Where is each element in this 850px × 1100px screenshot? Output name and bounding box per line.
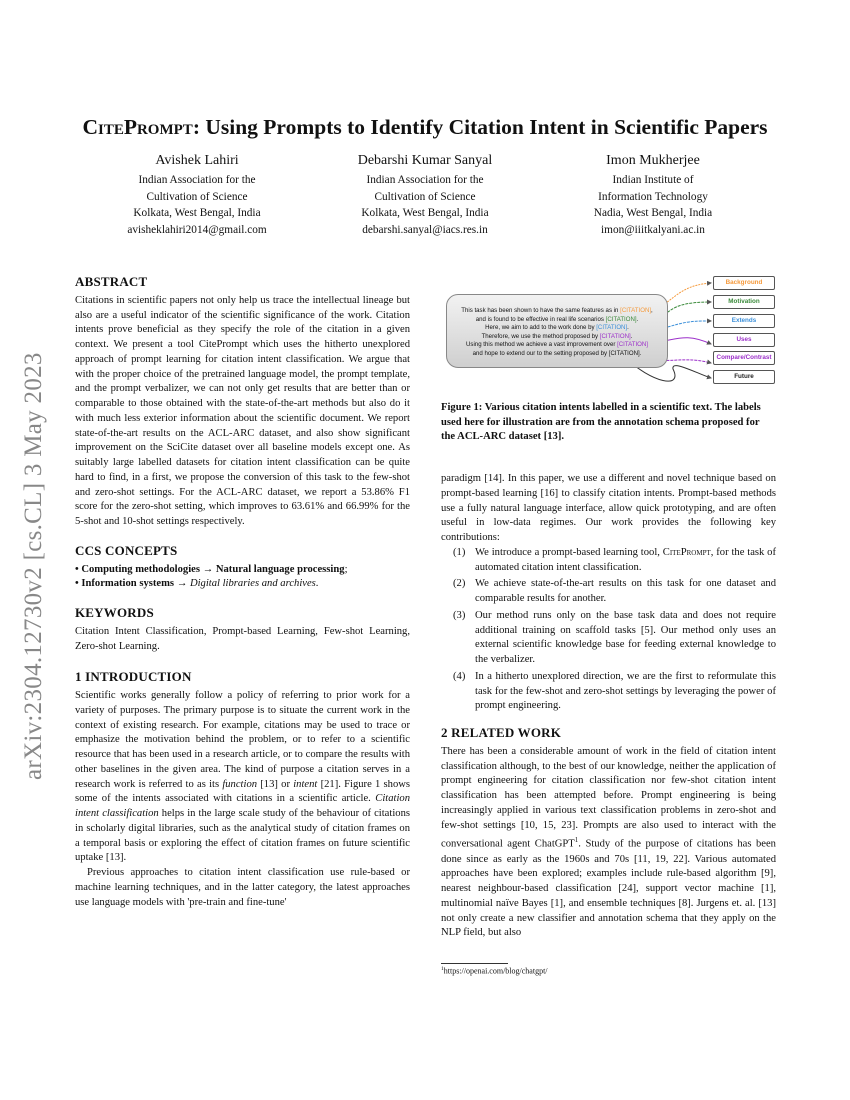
footnote-rule (441, 963, 508, 964)
punct: . (315, 578, 319, 590)
citation-tag: [CITATION] (596, 324, 628, 331)
text: . Study of the purpose of citations has been done since as early as the 1960s and 70s [11, 19, 22]. Various automated approaches have been explored; examples include rule-based algorithm [9], nearest neighbour-based classification [24], support vector machine [1], multinomial naïve Bayes [1], and ensemble techniques [8]. Jurgens et. al. [13] not only create a new classifier and annotation schema that they apply on the NLP field, but also (441, 838, 776, 939)
paper-title (60, 113, 790, 141)
author-affiliation: Cultivation of Science (374, 190, 476, 203)
footnote (441, 966, 776, 976)
label-extends: Extends (713, 314, 775, 328)
sentence: Therefore, we use the method proposed by [CITATION]. (481, 332, 633, 340)
citation-tag: [CITATION] (620, 307, 652, 314)
tool-name: CitePrompt (662, 546, 711, 558)
author-name: Debarshi Kumar Sanyal (357, 153, 493, 168)
list-item (441, 670, 776, 714)
author-email: imon@iiitkalyani.ac.in (601, 223, 705, 236)
list-item (441, 609, 776, 668)
label-uses: Uses (713, 333, 775, 347)
text: function (222, 778, 258, 790)
text: We introduce a prompt-based learning tool, (475, 546, 663, 558)
citation-tag: [CITATION] (617, 341, 648, 348)
citation-tag: [CITATION] (599, 332, 631, 340)
intro-paragraph-2: Previous approaches to citation intent classification use rule-based or machine learning techniques, and in the latter category, the latest approaches use language models with 'pre-train and fine-tune' (75, 867, 410, 908)
related-work-paragraph (441, 745, 776, 941)
keywords-text: Citation Intent Classification, Prompt-based Learning, Few-shot Learning, Zero-shot Learning. (75, 625, 410, 652)
text: helps in the large scale study of the behaviour of citations in scholarly digital libraries, such as the analytical study of citation frames on a temporal basis or exploring the effect of citation frames on future scientific uptake [13]. (75, 808, 410, 864)
ccs-line-2 (75, 577, 410, 592)
author-email: debarshi.sanyal@iacs.res.in (362, 223, 488, 236)
text: [21]. Figure 1 shows some of the intents associated with citations in a scientific article. (75, 778, 411, 805)
footnote-url[interactable]: https://openai.com/blog/chatgpt/ (443, 966, 548, 976)
text: Therefore, we use the method proposed by (481, 332, 600, 340)
ccs-concept: • Information systems (75, 578, 175, 590)
footnote-marker: 1 (574, 836, 579, 845)
author-email: avisheklahiri2014@gmail.com (127, 223, 267, 236)
ccs-concept: • Computing methodologies → Natural language processing (75, 563, 345, 575)
author-location: Kolkata, West Bengal, India (361, 207, 489, 219)
item-number: (1) (453, 546, 466, 558)
introduction-heading: 1 INTRODUCTION (75, 669, 192, 685)
author-location: Kolkata, West Bengal, India (133, 207, 261, 219)
citation-tag: [CITATION] (605, 315, 637, 323)
text: Here, we aim to add to the work done by (485, 324, 597, 331)
punct: ; (344, 563, 348, 575)
label-compare-contrast: Compare/Contrast (713, 351, 775, 365)
text: There has been a considerable amount of work in the field of citation intent classification although, to the best of our knowledge, neither the application of prompt engineering for citation classification nor few-shot citation intent classification has been attempted before. Prompt engineering is being increasingly applied in various text classification problems in zero-shot and few-shot settings [10, 15, 23]. Prompts are also used to interact with the conversational agent ChatGPT (441, 745, 776, 850)
author-affiliation: Information Technology (598, 190, 708, 203)
sentence: Here, we aim to add to the work done by [CITATION]. (485, 324, 629, 331)
abstract-text: Citations in scientific papers not only help us trace the intellectual lineage but also are a useful indicator of the scientific significance of the work. Citation intents prove beneficial as they specify the role of the citation in a given context. We present a tool CitePrompt which uses the hitherto unexplored approach of prompt learning for citation intent classification. We argue that with the proper choice of the pretrained language model, the prompt template, and the prompt verbalizer, we can not only get results that are better than or comparable to those obtained with the state-of-the-art methods but also do it with much less exterior information about the scientific document. We report state-of-the-art results on the ACL-ARC dataset, and also show significant improvement on the SciCite dataset over all baseline models except one. As suitably large labelled datasets for citation intent classification can be quite hard to find, in a first, we propose the conversion of this task to the few-shot and zero-shot settings. For the ACL-ARC dataset, we report a 53.86% F1 score for the zero-shot setting, which improves to 63.61% and 66.99% for the 5-shot and 10-shot settings respectively. (75, 294, 410, 527)
paragraph: paradigm [14]. In this paper, we use a different and novel technique based on prompt-based learning [16] to classify citation intents. Prompt-based methods use a fully natural language interface, allow quick prototyping, and are often useful in low-data regimes. Our work provides the following key contributions: (441, 473, 776, 543)
ccs-line-1 (75, 563, 410, 578)
footnote-number: 1 (441, 966, 444, 972)
left-column (75, 275, 410, 910)
text: Citation intent classification (75, 793, 410, 819)
sentence: and hope to extend our to the setting proposed by [CITATION]. (472, 349, 642, 357)
sentence: and is found to be effective in real life scenarios [CITATION]. (475, 315, 639, 323)
list-item (441, 546, 776, 576)
item-number: (3) (453, 609, 466, 621)
author-1 (82, 150, 312, 238)
ccs-subconcept: Digital libraries and archives (189, 578, 316, 590)
arrow: → (174, 578, 190, 590)
list-item (441, 577, 776, 607)
label-background: Background (713, 276, 775, 290)
text: [13] or (257, 778, 294, 790)
author-affiliation: Indian Association for the (366, 174, 484, 186)
intro-paragraph-1 (75, 689, 410, 866)
text: intent (293, 778, 318, 790)
author-name: Avishek Lahiri (155, 153, 239, 168)
item-number: (2) (453, 578, 466, 590)
figure-1 (443, 274, 778, 389)
text: Our method runs only on the base task data and does not require additional training on scaffold tasks [5]. Our method only uses an external scientific knowledge base for feeding external knowledge to the verbalizer. (475, 609, 776, 665)
ccs-heading: CCS CONCEPTS (75, 542, 178, 558)
label-future: Future (713, 370, 775, 384)
text: We achieve state-of-the-art results on this task for one dataset and comparable results for another. (475, 578, 776, 604)
sentence: This task has been shown to have the same features as in [CITATION], (461, 307, 653, 314)
author-name: Imon Mukherjee (606, 153, 700, 168)
text: Using this method we achieve a vast improvement over (466, 341, 618, 348)
sentence (447, 341, 667, 350)
citation-tag: [CITATION] (608, 349, 640, 357)
figure-caption: Figure 1: Various citation intents labelled in a scientific text. The labels used here for illustration are from the annotation schema proposed for the ACL-ARC dataset [13]. (441, 402, 761, 442)
item-number: (4) (453, 670, 466, 682)
author-3 (538, 150, 768, 238)
author-affiliation: Indian Institute of (612, 174, 694, 186)
example-text-bubble (446, 294, 668, 368)
right-column (441, 472, 776, 941)
title-text: : Using Prompts to Identify Citation Intent in Scientific Papers (192, 115, 768, 139)
text: Scientific works generally follow a policy of referring to prior work for a variety of purposes. The primary purpose is to situate the current work in the context of existing research. For example, citations may be used to trace or emphasize the motivation behind the problem, or to refer to a scientific resource that has been used in a research article, or to compare the results with other baselines in the given area. The kind of purpose a citation serves in a research work is referred to as its (75, 690, 410, 790)
text: and hope to extend our to the setting proposed by (472, 349, 609, 357)
text: , for the task of automated citation intent classification. (475, 546, 776, 573)
author-affiliation: Cultivation of Science (146, 190, 248, 203)
author-location: Nadia, West Bengal, India (593, 207, 713, 219)
arxiv-identifier: arXiv:2304.12730v2 [cs.CL] 3 May 2023 (20, 352, 47, 780)
label-motivation: Motivation (713, 295, 775, 309)
keywords-heading: KEYWORDS (75, 605, 154, 620)
abstract-heading: ABSTRACT (75, 274, 148, 289)
tool-name: CitePrompt (82, 115, 193, 139)
text: This task has been shown to have the same features as in (461, 307, 621, 314)
text: and is found to be effective in real life scenarios (475, 315, 606, 323)
author-2 (310, 150, 540, 238)
related-work-heading: 2 RELATED WORK (441, 725, 562, 740)
contributions-list (441, 546, 776, 714)
text: In a hitherto unexplored direction, we are the first to reformulate this task for the few-shot and zero-shot settings by leveraging the power of prompt engineering. (475, 670, 776, 712)
author-affiliation: Indian Association for the (138, 174, 256, 186)
